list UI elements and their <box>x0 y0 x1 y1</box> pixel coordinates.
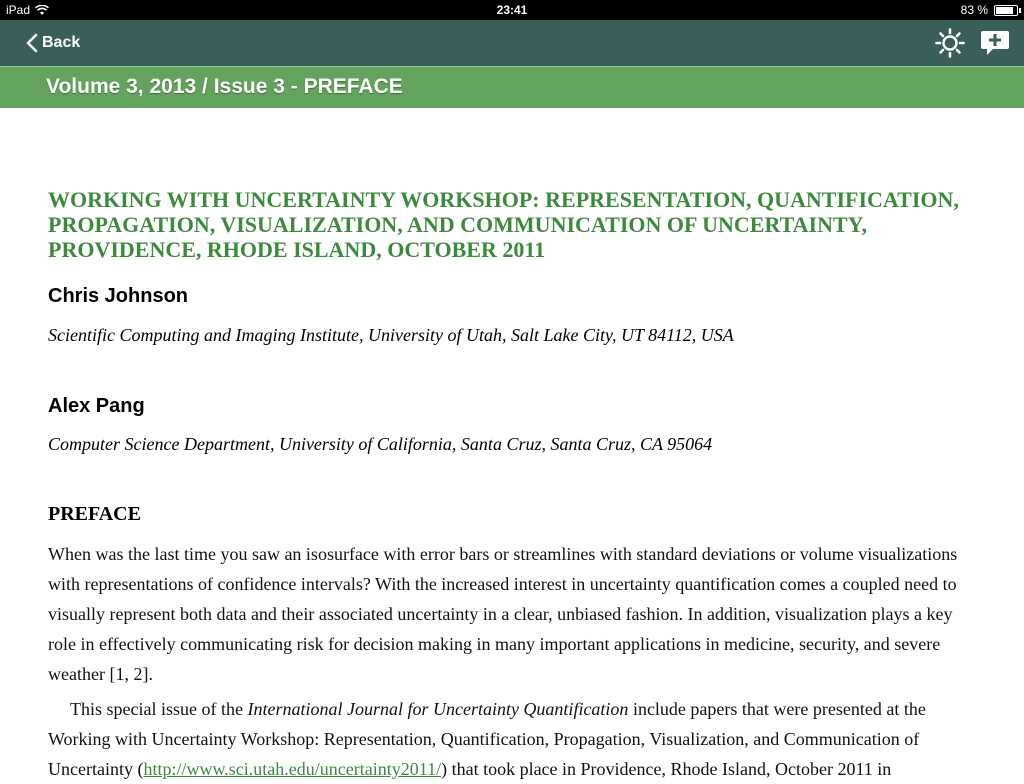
status-right <box>961 3 1018 17</box>
battery-fill <box>996 7 1013 14</box>
battery-icon <box>994 5 1018 16</box>
brightness-icon[interactable] <box>934 27 966 59</box>
device-name: iPad <box>6 3 31 17</box>
article-title: WORKING WITH UNCERTAINTY WORKSHOP: REPRESENTATION, QUANTIFICATION, PROPAGATION, VISUALIZATION, AND COMMUNICATION OF UNCERTAINTY, PROVIDENCE, RHODE ISLAND, OCTOBER 2011 <box>48 187 959 262</box>
journal-name: International Journal for Uncertainty Quantification <box>247 699 629 719</box>
back-button[interactable] <box>26 30 80 56</box>
paragraph: When was the last time you saw an isosurface with error bars or streamlines with standard deviations or volume visualizations with representations of confidence intervals? With the increased interest in uncertainty quantification comes a coupled need to visually represent both data and their associated uncertainty in a clear, unbiased fashion. In addition, visualization plays a key role in effectively communicating risk for decision making in many important applications in medicine, security, and severe weather [1, 2]. <box>48 544 958 684</box>
battery-percent: 83 % <box>960 3 988 17</box>
author-name: Chris Johnson <box>48 285 189 307</box>
workshop-link[interactable]: http://www.sci.utah.edu/uncertainty2011/ <box>143 759 442 779</box>
paragraph-text: ) that took place in Providence, Rhode Island, October 2011 in <box>441 759 892 779</box>
paragraph-text: include papers that were presented at the Working with Uncertainty Workshop: Representation, Quantification, Propagation, Visualization, and Communication of Uncertainty ( <box>48 699 926 779</box>
back-label: Back <box>42 34 81 51</box>
navigation-bar <box>0 20 1024 66</box>
paragraph-text: This special issue of the <box>70 699 248 719</box>
status-bar <box>0 0 1024 20</box>
section-heading: PREFACE <box>48 503 141 525</box>
author-name: Alex Pang <box>48 395 145 417</box>
paragraph <box>48 694 983 784</box>
author-affiliation: Computer Science Department, University of California, Santa Cruz, Santa Cruz, CA 95064 <box>48 434 713 454</box>
chevron-left-icon <box>26 33 38 53</box>
issue-title-bar <box>0 66 1024 108</box>
author-affiliation: Scientific Computing and Imaging Institute, University of Utah, Salt Lake City, UT 84112, USA <box>48 325 734 345</box>
clock: 23:41 <box>496 3 528 17</box>
issue-title: Volume 3, 2013 / Issue 3 - PREFACE <box>46 75 403 98</box>
comment-add-icon[interactable] <box>979 27 1011 59</box>
